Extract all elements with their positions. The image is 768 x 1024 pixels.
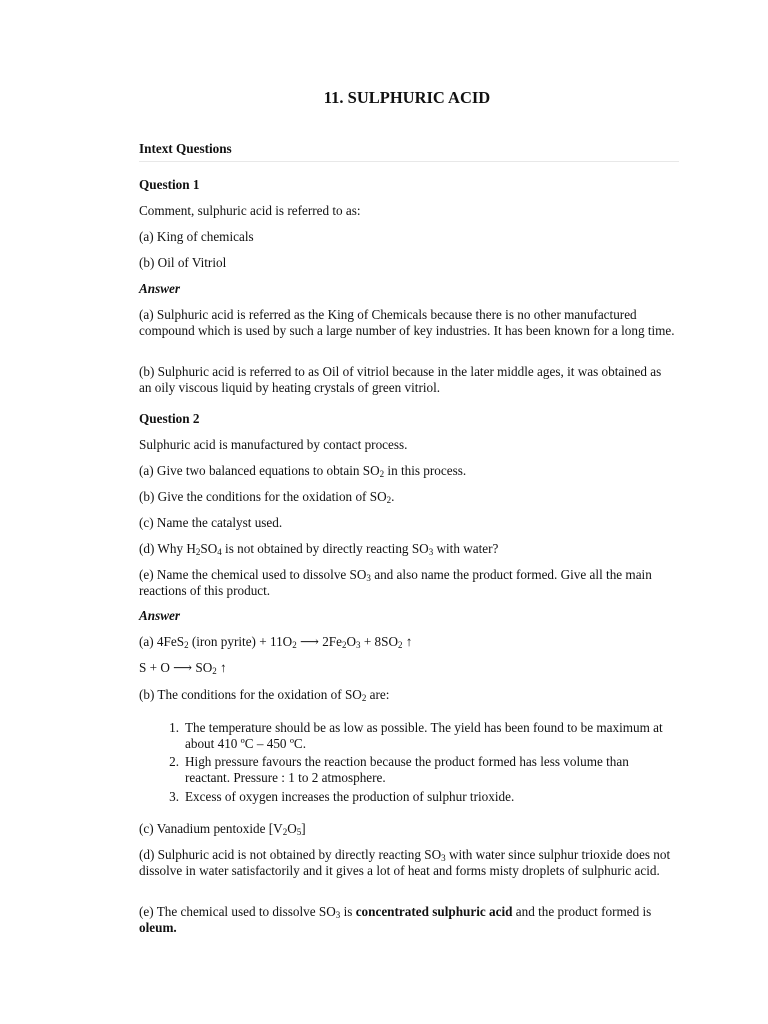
question-1-answer-label: Answer <box>139 281 181 296</box>
question-2-part-b: (b) Give the conditions for the oxidation of $SO_2$. <box>139 489 395 505</box>
question-2-prompt: Sulphuric acid is manufactured by contact process. <box>139 437 408 452</box>
question-2-part-e: (e) Name the chemical used to dissolve $SO_3$ and also name the product formed. Give all the main reactions of this product. <box>139 567 652 598</box>
question-2-answer-label: Answer <box>139 608 181 623</box>
list-item-text: The temperature should be as low as possible. The yield has been found to be maximum at about 410 ºC – 450 ºC. <box>185 720 663 751</box>
answer-e: (e) The chemical used to dissolve $SO_3$ is concentrated sulphuric acid and the product formed is oleum. <box>139 904 652 935</box>
question-2-heading: Question 2 <box>139 411 200 426</box>
equation-2: S + O ⟶ $SO_2$ ↑ <box>139 660 227 676</box>
section-divider <box>139 161 679 162</box>
question-1-heading: Question 1 <box>139 177 200 192</box>
question-2-part-a: (a) Give two balanced equations to obtain $SO_2$ in this process. <box>139 463 467 479</box>
list-item-text: Excess of oxygen increases the production of sulphur trioxide. <box>185 789 515 804</box>
question-1-answer-a: (a) Sulphuric acid is referred as the King of Chemicals because there is no other manufactured compound which is used by such a large number of key industries. It has been known for a long time. <box>139 307 675 338</box>
answer-b-conditions: (b) The conditions for the oxidation of $SO_2$ are: <box>139 687 390 703</box>
list-item-number: 1. <box>169 720 179 735</box>
question-1-prompt: Comment, sulphuric acid is referred to as: <box>139 203 361 218</box>
question-2-part-d: (d) Why $H_2SO_4$ is not obtained by directly reacting $SO_3$ with water? <box>139 541 499 557</box>
question-1-option-b: (b) Oil of Vitriol <box>139 255 227 270</box>
page-title: 11. SULPHURIC ACID <box>323 88 491 107</box>
question-2-part-c: (c) Name the catalyst used. <box>139 515 283 530</box>
list-item-number: 2. <box>169 754 179 769</box>
answer-c: (c) Vanadium pentoxide $[V_2O_5]$ <box>139 821 306 837</box>
list-item-text: High pressure favours the reaction because the product formed has less volume than reactant. Pressure : 1 to 2 atmosphere. <box>185 754 629 785</box>
answer-d: (d) Sulphuric acid is not obtained by directly reacting $SO_3$ with water since sulphur trioxide does not dissolve in water satisfactorily and it gives a lot of heat and forms misty droplets of sulphuric acid. <box>139 847 671 878</box>
equation-1: (a) 4FeS$_2$ (iron pyrite) + $11O_2$ ⟶ $2Fe_2O_3 + 8SO_2$ ↑ <box>139 634 413 650</box>
section-heading: Intext Questions <box>139 141 232 156</box>
list-item-number: 3. <box>169 789 179 804</box>
question-1-answer-b: (b) Sulphuric acid is referred to as Oil of vitriol because in the later middle ages, it was obtained as an oily viscous liquid by heating crystals of green vitriol. <box>139 364 662 395</box>
question-1-option-a: (a) King of chemicals <box>139 229 254 244</box>
